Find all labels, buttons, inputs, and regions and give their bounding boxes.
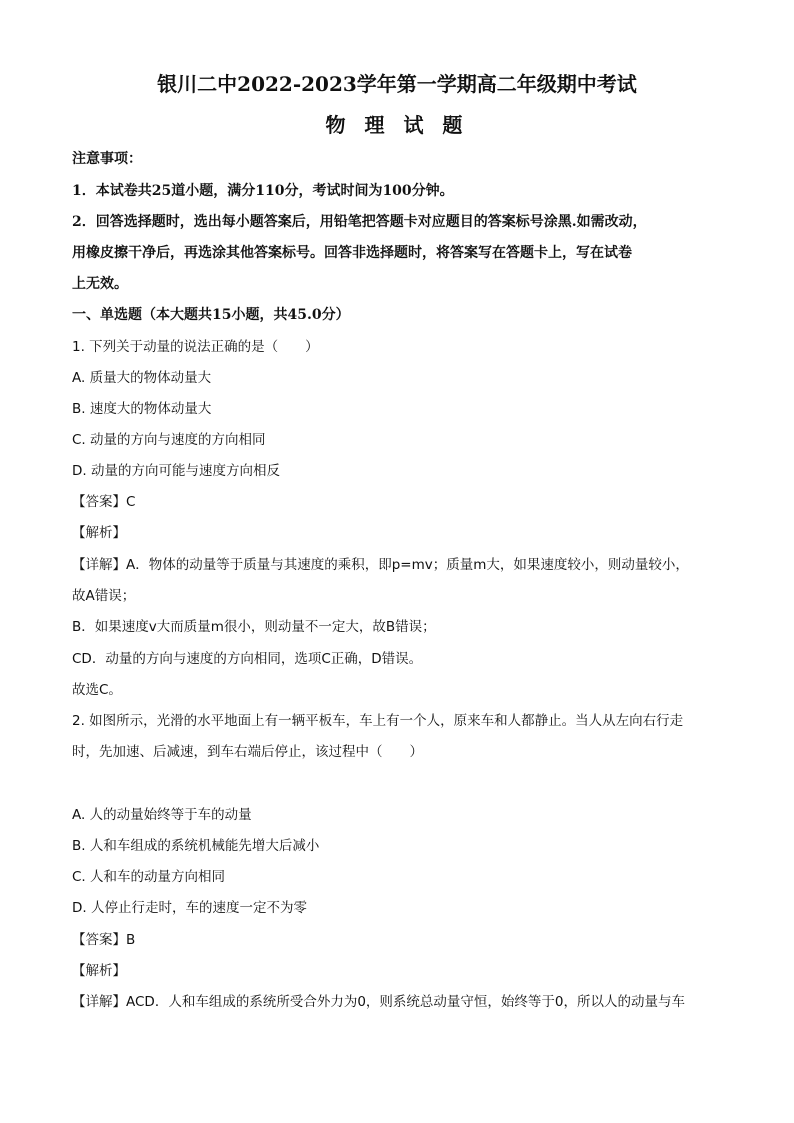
q2-answer: 【答案】B [72, 932, 136, 948]
notice-item-2-line-2: 用橡皮擦干净后，再选涂其他答案标号。回答非选择题时，将答案写在答题卡上，写在试卷 [72, 245, 632, 261]
q1-detail-line-2: 故A错误； [72, 588, 136, 604]
q2-stem-line-1: 2. 如图所示，光滑的水平地面上有一辆平板车，车上有一个人，原来车和人都静止。当人从左向右行走 [72, 713, 684, 729]
q2-analysis-label: 【解析】 [72, 963, 126, 979]
q1-detail-line-5: 故选C。 [72, 682, 122, 698]
q1-option-a: A. 质量大的物体动量大 [72, 370, 212, 386]
notice-item-2-line-3: 上无效。 [72, 276, 128, 292]
q1-detail-line-4: CD．动量的方向与速度的方向相同，选项C正确，D错误。 [72, 651, 423, 667]
q1-analysis-label: 【解析】 [72, 525, 126, 541]
q1-option-b: B. 速度大的物体动量大 [72, 401, 212, 417]
exam-title: 银川二中2022-2023学年第一学期高二年级期中考试 [157, 72, 637, 96]
q2-option-b: B. 人和车组成的系统机械能先增大后减小 [72, 838, 320, 854]
section-heading-single-choice: 一、单选题（本大题共15小题，共45.0分） [72, 307, 350, 323]
q2-option-d: D. 人停止行走时，车的速度一定不为零 [72, 900, 307, 916]
q1-option-c: C. 动量的方向与速度的方向相同 [72, 432, 266, 448]
q2-option-c: C. 人和车的动量方向相同 [72, 869, 226, 885]
notice-item-1: 1．本试卷共25道小题，满分110分，考试时间为100分钟。 [72, 183, 454, 199]
notice-item-2-line-1: 2．回答选择题时，选出每小题答案后，用铅笔把答题卡对应题目的答案标号涂黑.如需改动， [72, 214, 647, 230]
q1-stem: 1. 下列关于动量的说法正确的是（ ） [72, 339, 319, 355]
q1-option-d: D. 动量的方向可能与速度方向相反 [72, 463, 280, 479]
exam-subtitle: 物 理 试 题 [325, 113, 469, 137]
q1-detail-line-1: 【详解】A．物体的动量等于质量与其速度的乘积，即p=mv；质量m大，如果速度较小，则动量较小， [72, 557, 689, 573]
q2-option-a: A. 人的动量始终等于车的动量 [72, 807, 252, 823]
q2-detail-line-1: 【详解】ACD．人和车组成的系统所受合外力为0，则系统总动量守恒，始终等于0，所以人的动量与车 [72, 994, 685, 1010]
q2-stem-line-2: 时，先加速、后减速，到车右端后停止，该过程中（ ） [72, 744, 423, 760]
q1-answer: 【答案】C [72, 494, 136, 510]
notice-heading: 注意事项： [72, 151, 142, 167]
q1-detail-line-3: B．如果速度v大而质量m很小，则动量不一定大，故B错误； [72, 619, 436, 635]
